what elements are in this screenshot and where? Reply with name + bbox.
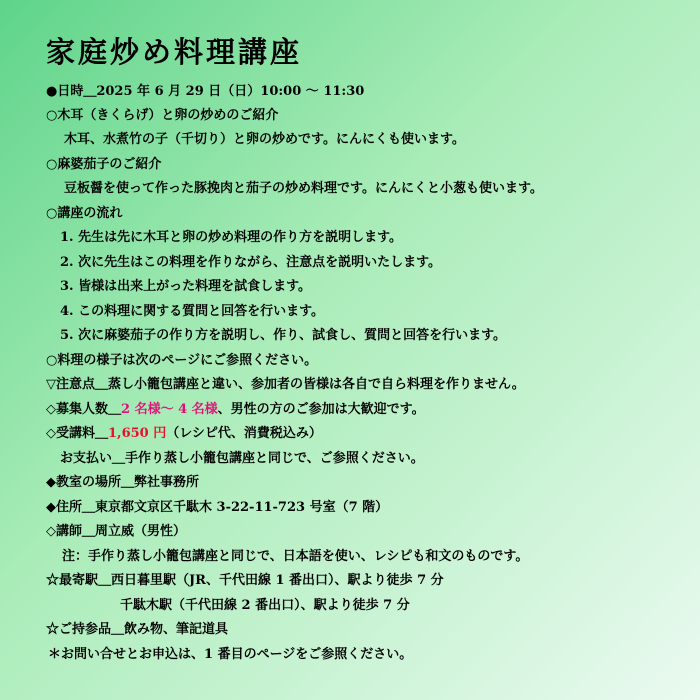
address-line: ◆住所＿東京都文京区千駄木 3-22-11-723 号室（7 階）: [46, 500, 389, 515]
venue-line: ◆教室の場所＿弊社事務所: [46, 475, 199, 490]
capacity-label: ◇募集人数＿: [46, 402, 121, 417]
capacity-count: 2 名様～ 4 名様: [121, 402, 218, 417]
flow-step-5: 5. 次に麻婆茄子の作り方を説明し、作り、試食し、質問と回答を行います。: [60, 328, 507, 343]
station-line-2: 千駄木駅（千代田線 2 番出口）、駅より徒歩 7 分: [120, 598, 410, 613]
flow-step-2: 2. 次に先生はこの料理を作りながら、注意点を説明いたします。: [60, 255, 442, 270]
section-kikurage-heading: ○木耳（きくらげ）と卵の炒めのご紹介: [46, 108, 279, 123]
fee-amount: 1,650 円: [108, 426, 167, 441]
belongings-line: ☆ご持参品＿飲み物、筆記道具: [46, 622, 229, 637]
section-kikurage-text: 木耳、水煮竹の子（千切り）と卵の炒めです。にんにくも使います。: [64, 132, 465, 147]
section-flow-heading: ○講座の流れ: [46, 206, 123, 221]
page-title: 家庭炒め料理講座: [46, 35, 303, 69]
fee-line: [46, 426, 322, 442]
station-line-1: ☆最寄駅＿西日暮里駅（JR、千代田線 1 番出口）、駅より徒歩 7 分: [46, 573, 444, 588]
capacity-line: [46, 402, 425, 418]
section-mabo-text: 豆板醤を使って作った豚挽肉と茄子の炒め料理です。にんにくと小葱も使います。: [64, 181, 543, 196]
contact-note: ＊お問い合せとお申込は、1 番目のページをご参照ください。: [48, 647, 413, 662]
fee-note: （レシピ代、消費税込み）: [166, 426, 322, 441]
instructor-line: ◇講師＿周立威（男性）: [46, 524, 186, 539]
section-mabo-heading: ○麻婆茄子のご紹介: [46, 157, 162, 172]
photos-note: ○料理の様子は次のページにご参照ください。: [46, 353, 318, 368]
flow-step-3: 3. 皆様は出来上がった料理を試食します。: [60, 279, 312, 294]
schedule-line: ●日時＿2025 年 6 月 29 日（日）10:00 ～ 11:30: [46, 84, 365, 99]
fee-label: ◇受講料＿: [46, 426, 108, 441]
flow-step-4: 4. この料理に関する質問と回答を行います。: [60, 304, 325, 319]
capacity-note: 、男性の方のご参加は大歓迎です。: [217, 402, 425, 417]
caution-line: ▽注意点＿蒸し小籠包講座と違い、参加者の皆様は各自で自ら料理を作りません。: [46, 377, 525, 392]
language-note: 注：手作り蒸し小籠包講座と同じで、日本語を使い、レシピも和文のものです。: [62, 549, 529, 564]
payment-line: お支払い＿手作り蒸し小籠包講座と同じで、ご参照ください。: [60, 451, 424, 466]
flow-step-1: 1. 先生は先に木耳と卵の炒め料理の作り方を説明します。: [60, 230, 403, 245]
